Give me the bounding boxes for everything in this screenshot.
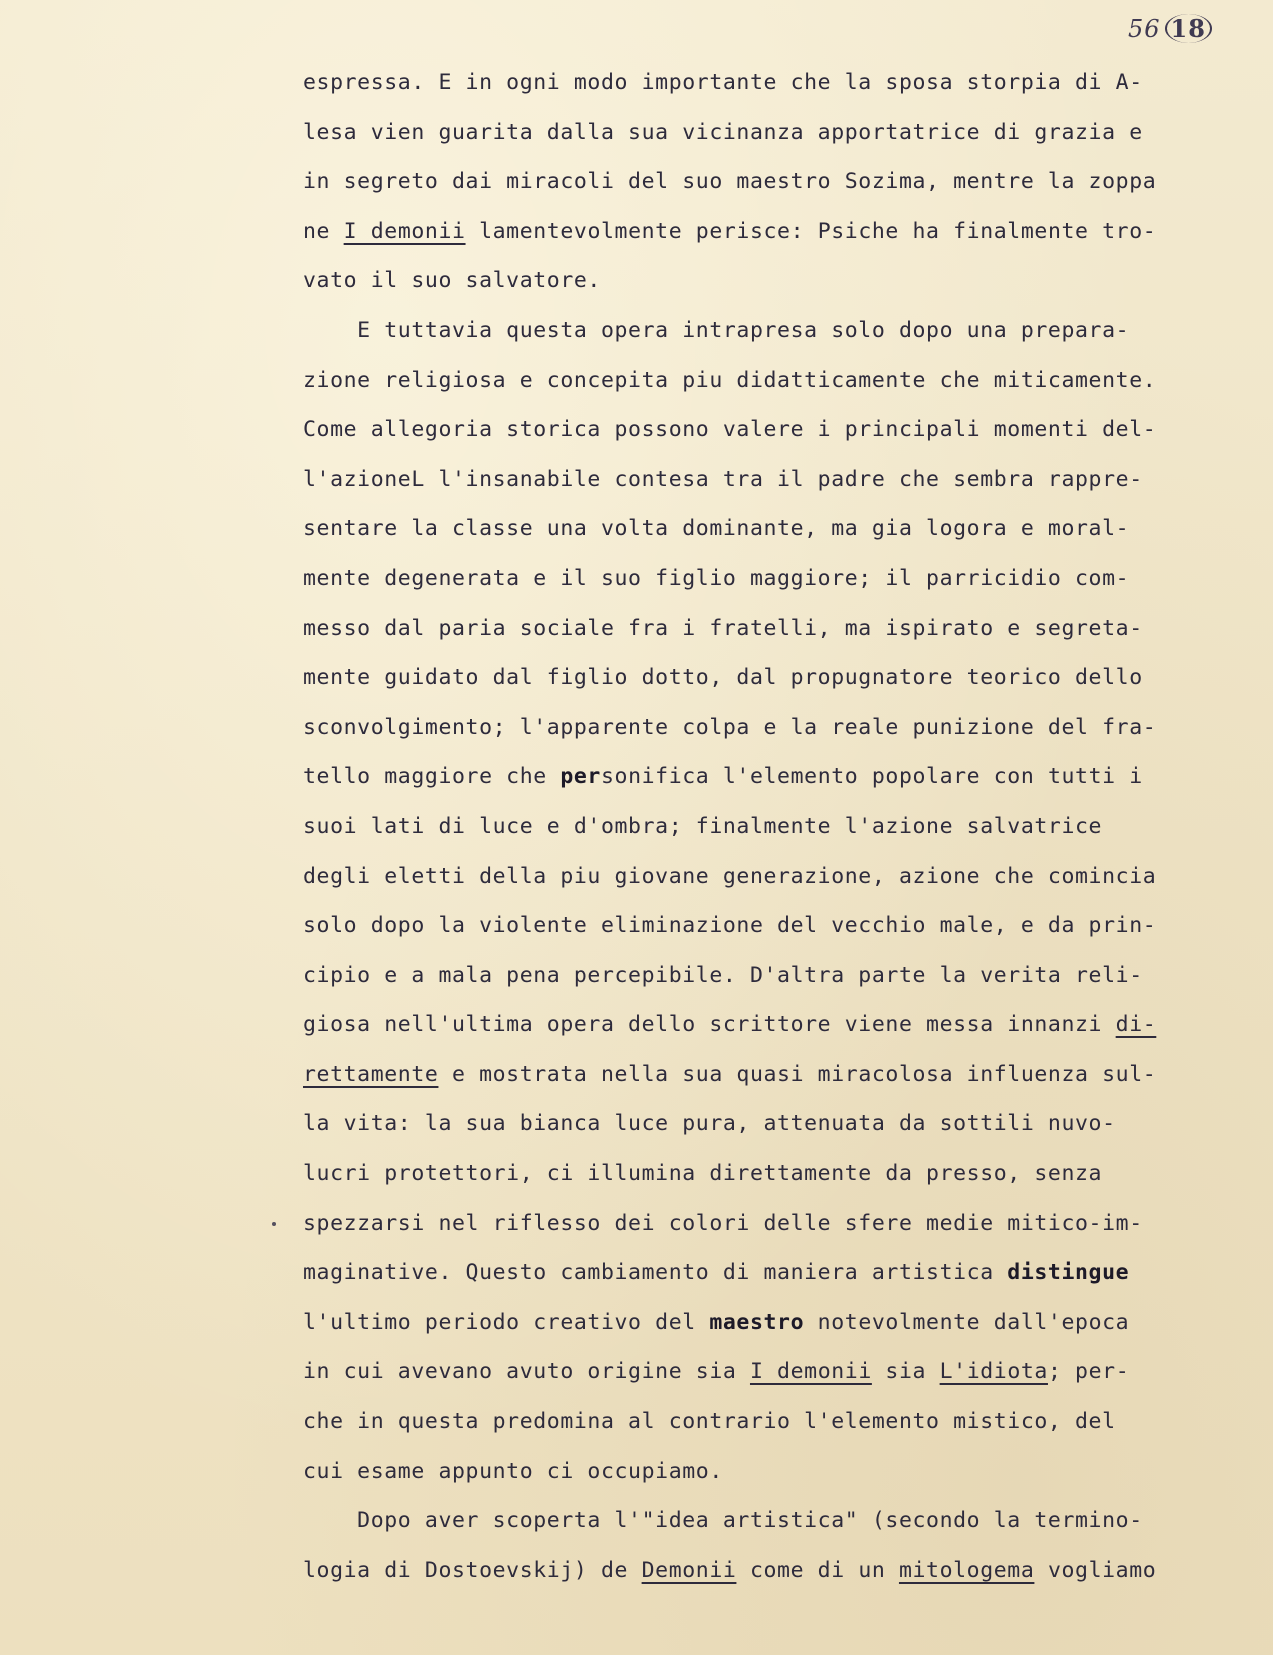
text-segment: cipio e a mala pena percepibile. D'altra parte la verita reli- [303, 962, 1143, 988]
text-segment: mente guidato dal figlio dotto, dal propugnatore teorico dello [303, 665, 1143, 691]
text-segment: mente degenerata e il suo figlio maggiore; il parricidio com- [303, 565, 1130, 591]
text-segment: la vita: la sua bianca luce pura, attenuata da sottili nuvo- [303, 1111, 1116, 1137]
text-segment: sia [871, 1359, 940, 1385]
text-line [303, 1447, 1248, 1497]
text-segment: in cui avevano avuto origine sia [303, 1359, 750, 1385]
text-line [303, 852, 1248, 902]
text-segment: vogliamo [1034, 1557, 1157, 1583]
text-line [303, 1546, 1248, 1596]
text-line [303, 455, 1248, 505]
text-segment: solo dopo la violente eliminazione del vecchio male, e da prin- [303, 913, 1157, 939]
bold-text: maestro [709, 1309, 805, 1335]
text-line [303, 1000, 1248, 1050]
text-line [303, 653, 1248, 703]
text-segment: tello maggiore che [303, 764, 561, 790]
text-segment: notevolmente dall'epoca [804, 1309, 1130, 1335]
text-line [303, 157, 1248, 207]
text-segment: sentare la classe una volta dominante, ma gia logora e moral- [303, 516, 1130, 542]
text-line [303, 1199, 1248, 1249]
text-segment: lamentevolmente perisce: Psiche ha finalmente tro- [465, 218, 1157, 244]
text-line [303, 1050, 1248, 1100]
text-line [303, 802, 1248, 852]
underlined-title: L'idiota [939, 1359, 1048, 1385]
text-segment: maginative. Questo cambiamento di maniera artistica [303, 1260, 1008, 1286]
text-segment: e mostrata nella sua quasi miracolosa influenza sul- [438, 1061, 1157, 1087]
underlined-title: I demonii [343, 218, 466, 244]
text-segment: degli eletti della piu giovane generazione, azione che comincia [303, 863, 1157, 889]
text-line [303, 1248, 1248, 1298]
page-number [1128, 14, 1212, 43]
text-segment: suoi lati di luce e d'ombra; finalmente l'azione salvatrice [303, 813, 1103, 839]
text-line [303, 356, 1248, 406]
text-line [303, 256, 1248, 306]
text-line [303, 1347, 1248, 1397]
text-segment: giosa nell'ultima opera dello scrittore viene messa innanzi [303, 1012, 1116, 1038]
text-line [303, 1099, 1248, 1149]
page-number-prefix: 56 [1128, 15, 1161, 43]
text-segment: in segreto dai miracoli del suo maestro Sozima, mentre la zoppa [303, 169, 1157, 195]
text-line [303, 554, 1248, 604]
text-segment: Dopo aver scoperta l'"idea artistica" (secondo la termino- [303, 1508, 1143, 1534]
text-segment: spezzarsi nel riflesso dei colori delle sfere medie mitico-im- [303, 1210, 1143, 1236]
text-segment: zione religiosa e concepita piu didatticamente che miticamente. [303, 367, 1157, 393]
margin-mark [272, 1222, 276, 1226]
text-segment: che in questa predomina al contrario l'elemento mistico, del [303, 1409, 1116, 1435]
text-line [303, 901, 1248, 951]
underlined-title: mitologema [898, 1557, 1035, 1583]
page-number-circled: 18 [1165, 14, 1212, 43]
text-line [303, 405, 1248, 455]
text-segment: lucri protettori, ci illumina direttamente da presso, senza [303, 1161, 1103, 1187]
text-line [303, 951, 1248, 1001]
text-segment: sconvolgimento; l'apparente colpa e la reale punizione del fra- [303, 714, 1157, 740]
text-line [303, 604, 1248, 654]
text-segment: cui esame appunto ci occupiamo. [303, 1458, 723, 1484]
underlined-title: Demonii [641, 1557, 737, 1583]
text-segment: logia di Dostoevskij) de [303, 1557, 642, 1583]
body-text [303, 58, 1248, 1595]
bold-text: per [560, 764, 601, 790]
text-segment: messo dal paria sociale fra i fratelli, ma ispirato e segreta- [303, 615, 1143, 641]
text-line [303, 108, 1248, 158]
text-line [303, 752, 1248, 802]
underlined-title: I demonii [749, 1359, 872, 1385]
text-segment: ne [303, 218, 344, 244]
text-segment: come di un [736, 1557, 899, 1583]
text-segment: sonifica l'elemento popolare con tutti i [600, 764, 1143, 790]
text-line [303, 58, 1248, 108]
text-segment: E tuttavia questa opera intrapresa solo dopo una prepara- [303, 317, 1130, 343]
text-segment: l'ultimo periodo creativo del [303, 1309, 710, 1335]
text-segment: ; per- [1047, 1359, 1130, 1385]
text-line [303, 1397, 1248, 1447]
text-line [303, 1496, 1248, 1546]
bold-text: distingue [1007, 1260, 1130, 1286]
text-segment: vato il suo salvatore. [303, 268, 601, 294]
text-segment: Come allegoria storica possono valere i principali momenti del- [303, 417, 1157, 443]
text-line [303, 306, 1248, 356]
underlined-title: rettamente [303, 1061, 439, 1087]
underlined-title: di- [1115, 1012, 1157, 1038]
text-segment: lesa vien guarita dalla sua vicinanza apportatrice di grazia e [303, 119, 1143, 145]
text-line [303, 1298, 1248, 1348]
text-line [303, 1149, 1248, 1199]
text-segment: l'azioneL l'insanabile contesa tra il padre che sembra rappre- [303, 466, 1143, 492]
text-line [303, 504, 1248, 554]
text-line [303, 207, 1248, 257]
text-line [303, 703, 1248, 753]
text-segment: espressa. E in ogni modo importante che la sposa storpia di A- [303, 70, 1143, 95]
